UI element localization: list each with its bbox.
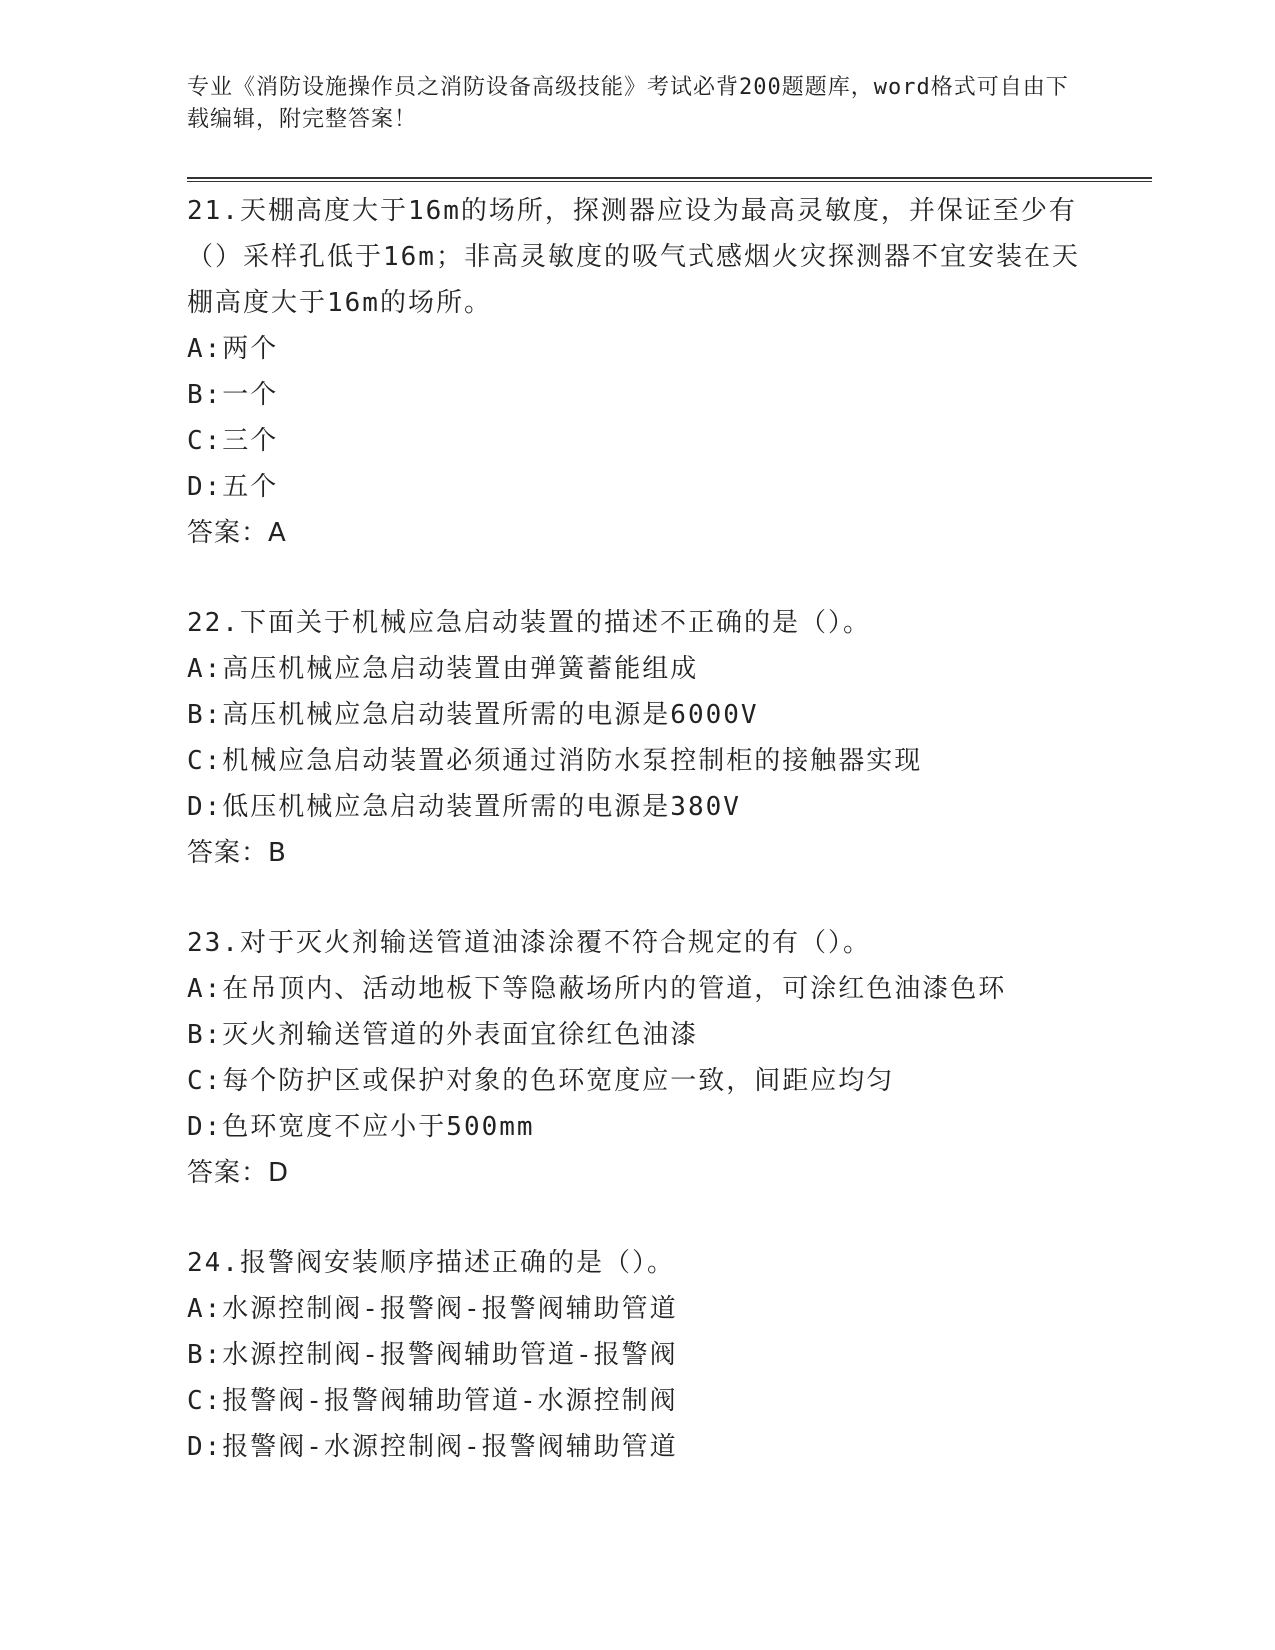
option-c: C:三个 <box>187 426 279 456</box>
option-d: D:五个 <box>187 472 279 502</box>
option-a: A:在吊顶内、活动地板下等隐蔽场所内的管道，可涂红色油漆色环 <box>187 974 1007 1004</box>
question-stem: 23.对于灭火剂输送管道油漆涂覆不符合规定的有（）。 <box>187 928 871 958</box>
question-21 <box>187 188 1087 556</box>
answer: 答案：B <box>187 838 287 868</box>
option-b: B:灭火剂输送管道的外表面宜徐红色油漆 <box>187 1020 699 1050</box>
question-stem: 21.天棚高度大于16m的场所，探测器应设为最高灵敏度，并保证至少有（）采样孔低于16m；非高灵敏度的吸气式感烟火灾探测器不宜安装在天棚高度大于16m的场所。 <box>187 196 1080 318</box>
option-d: D:低压机械应急启动装置所需的电源是380V <box>187 792 741 822</box>
option-b: B:高压机械应急启动装置所需的电源是6000V <box>187 700 759 730</box>
question-22 <box>187 600 1087 876</box>
answer: 答案：D <box>187 1158 290 1188</box>
option-d: D:色环宽度不应小于500mm <box>187 1112 535 1142</box>
option-a: A:高压机械应急启动装置由弹簧蓄能组成 <box>187 654 699 684</box>
question-stem: 22.下面关于机械应急启动装置的描述不正确的是（）。 <box>187 608 871 638</box>
document-header: 专业《消防设施操作员之消防设备高级技能》考试必背200题题库，word格式可自由下载编辑，附完整答案！ <box>187 75 1069 132</box>
question-list <box>187 188 1087 1470</box>
answer: 答案：A <box>187 518 287 548</box>
option-d: D:报警阀-水源控制阀-报警阀辅助管道 <box>187 1432 678 1462</box>
option-c: C:报警阀-报警阀辅助管道-水源控制阀 <box>187 1386 678 1416</box>
question-23 <box>187 920 1087 1196</box>
question-stem: 24.报警阀安装顺序描述正确的是（）。 <box>187 1248 675 1278</box>
header-divider <box>187 177 1152 182</box>
option-a: A:两个 <box>187 334 279 364</box>
option-c: C:机械应急启动装置必须通过消防水泵控制柜的接触器实现 <box>187 746 923 776</box>
option-a: A:水源控制阀-报警阀-报警阀辅助管道 <box>187 1294 678 1324</box>
option-b: B:一个 <box>187 380 279 410</box>
question-24 <box>187 1240 1087 1470</box>
option-b: B:水源控制阀-报警阀辅助管道-报警阀 <box>187 1340 678 1370</box>
option-c: C:每个防护区或保护对象的色环宽度应一致，间距应均匀 <box>187 1066 895 1096</box>
